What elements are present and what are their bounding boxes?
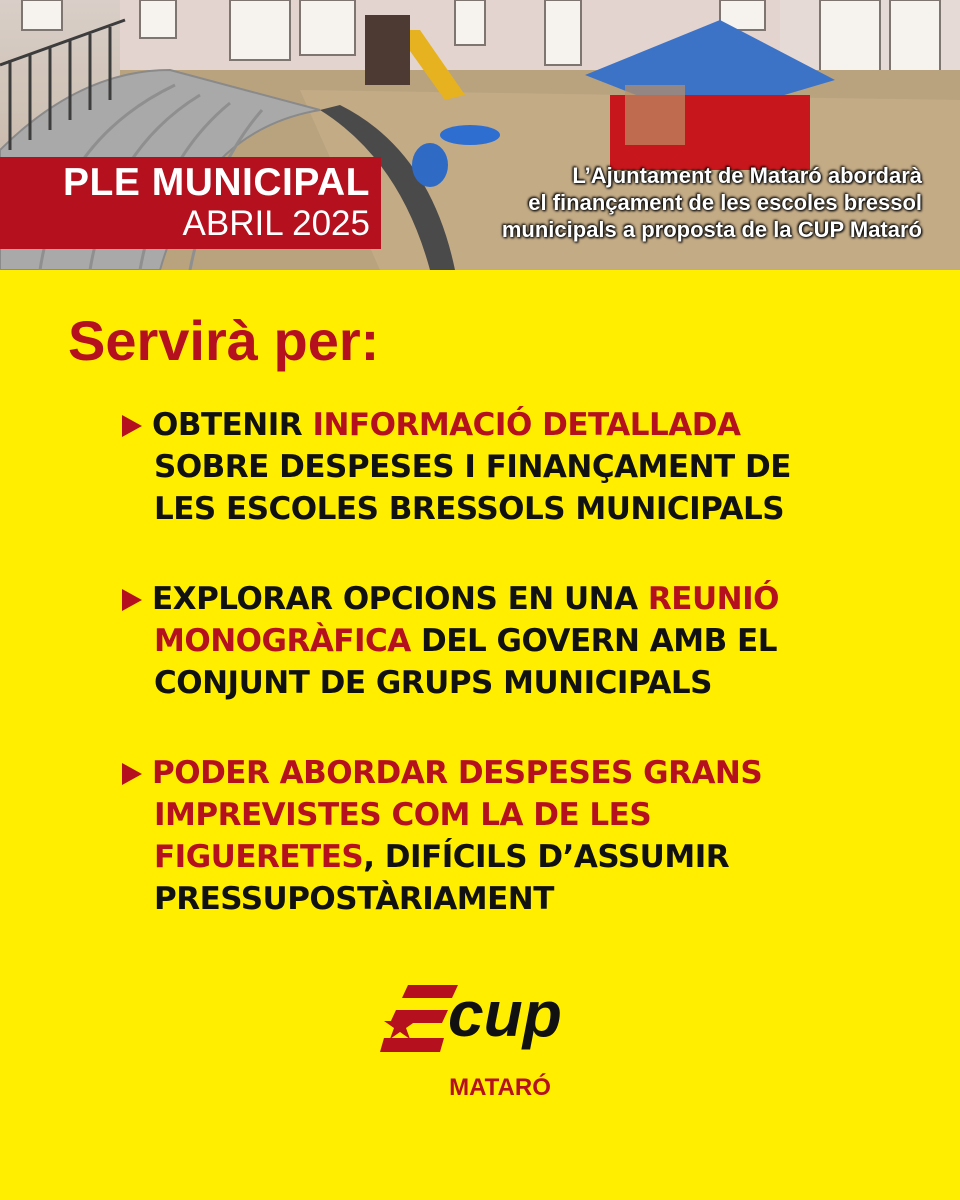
caption-line: L’Ajuntament de Mataró abordarà [572,163,922,188]
item-text: EXPLORAR OPCIONS EN UNA [152,581,648,617]
caption-line: municipals a proposta de la CUP Mataró [501,217,922,242]
badge-date: ABRIL 2025 [182,204,370,243]
list-item-line [122,620,842,662]
header-caption [402,162,922,243]
list-item-line: PRESSUPOSTÀRIAMENT [154,881,554,917]
list-item-line [122,836,842,878]
item-highlight: INFORMACIÓ DETALLADA [312,407,741,443]
caption-line: el finançament de les escoles bressol [528,190,922,215]
cup-logo [378,980,578,1060]
list-item-line: CONJUNT DE GRUPS MUNICIPALS [154,665,712,701]
section-heading: Servirà per: [68,309,380,372]
list-item-line: SOBRE DESPESES I FINANÇAMENT DE [154,449,791,485]
item-text: OBTENIR [152,407,313,443]
arrow-bullet-icon [122,763,142,785]
arrow-bullet-icon [122,415,142,437]
item-text: DEL GOVERN AMB EL [410,623,777,659]
list-item [122,752,842,920]
list-item-line: IMPREVISTES COM LA DE LES [154,797,652,833]
list-item [122,578,842,704]
list-item-line [122,752,842,794]
arrow-bullet-icon [122,589,142,611]
logo-wordmark: cup [448,980,562,1050]
item-text: , DIFÍCILS D’ASSUMIR [363,839,730,875]
item-highlight: MONOGRÀFICA [154,623,411,659]
badge-title: PLE MUNICIPAL [63,161,370,204]
item-highlight: FIGUERETES [154,839,364,875]
list-item-line [122,578,842,620]
list-item [122,404,842,530]
list-item-line: LES ESCOLES BRESSOLS MUNICIPALS [154,491,785,527]
item-highlight: REUNIÓ [647,581,779,617]
logo-city: MATARÓ [449,1074,551,1101]
list-item-line [122,404,842,446]
item-highlight: PODER ABORDAR DESPESES GRANS [152,755,763,791]
